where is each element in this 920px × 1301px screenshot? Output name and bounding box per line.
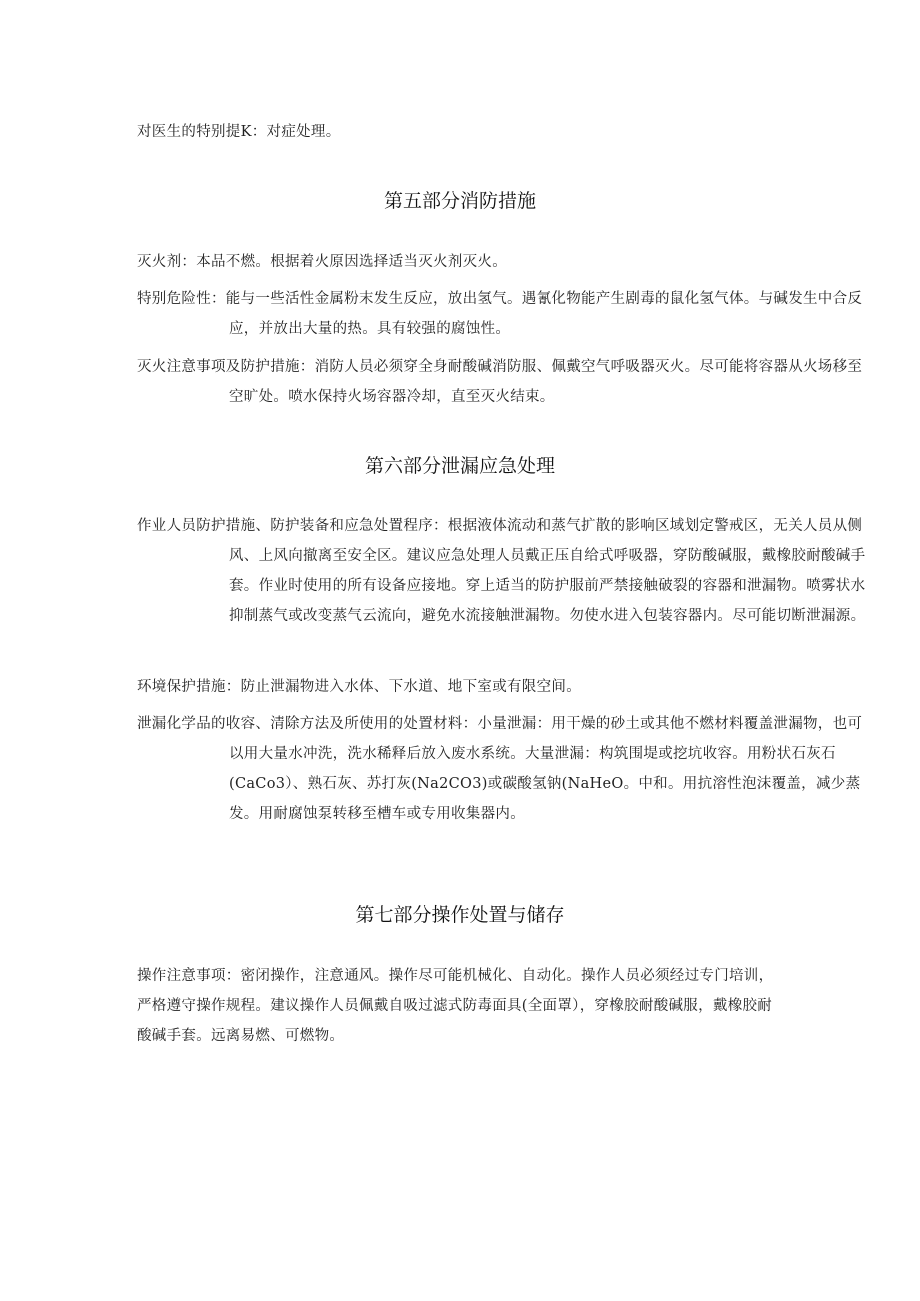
section-5-title: 第五部分消防措施 (383, 190, 536, 212)
special-hazards: 特别危险性：能与一些活性金属粉末发生反应，放出氢气。遇氰化物能产生剧毒的鼠化氢气体。与碱发生中合反应，并放出大量的热。具有较强的腐蚀性。 (137, 291, 863, 337)
extinguishing-agent: 灭火剂：本品不燃。根据着火原因选择适当灭火剂灭火。 (137, 254, 507, 270)
section-6-title: 第六部分泄漏应急处理 (364, 455, 555, 477)
doctor-note: 对医生的特别提K：对症处理。 (137, 124, 341, 140)
handling-precautions: 操作注意事项：密闭操作，注意通风。操作尽可能机械化、自动化。操作人员必须经过专门培训，严格遵守操作规程。建议操作人员佩戴自吸过滤式防毒面具(全面罩），穿橡胶耐酸碱服，戴橡胶耐酸碱手套。远离易燃、可燃物。 (137, 968, 774, 1044)
firefighting-precautions: 灭火注意事项及防护措施：消防人员必须穿全身耐酸碱消防服、佩戴空气呼吸器灭火。尽可能将容器从火场移至空旷处。喷水保持火场容器冷却，直至灭火结束。 (137, 359, 863, 405)
containment-cleanup: 泄漏化学品的收容、清除方法及所使用的处置材料：小量泄漏：用干燥的砂土或其他不燃材料覆盖泄漏物，也可以用大量水冲洗，洗水稀释后放入废水系统。大量泄漏：构筑围堤或挖坑收容。用粉状石灰石(CaCo3）、熟石灰、苏打灰(Na2CO3)或碳酸氢钠(NaHeO。中和。用抗溶性泡沫覆盖，减少蒸发。用耐腐蚀泵转移至槽车或专用收集器内。 (137, 716, 863, 822)
environmental-precautions: 环境保护措施：防止泄漏物进入水体、下水道、地下室或有限空间。 (137, 679, 581, 695)
personal-precautions: 作业人员防护措施、防护装备和应急处置程序：根据液体流动和蒸气扩散的影响区域划定警戒区，无关人员从侧风、上风向撤离至安全区。建议应急处理人员戴正压自给式呼吸器，穿防酸碱服，戴橡胶耐酸碱手套。作业时使用的所有设备应接地。穿上适当的防护服前严禁接触破裂的容器和泄漏物。喷雾状水抑制蒸气或改变蒸气云流向，避免水流接触泄漏物。勿使水进入包装容器内。尽可能切断泄漏源。 (137, 518, 866, 624)
section-7-title: 第七部分操作处置与储存 (355, 904, 565, 926)
